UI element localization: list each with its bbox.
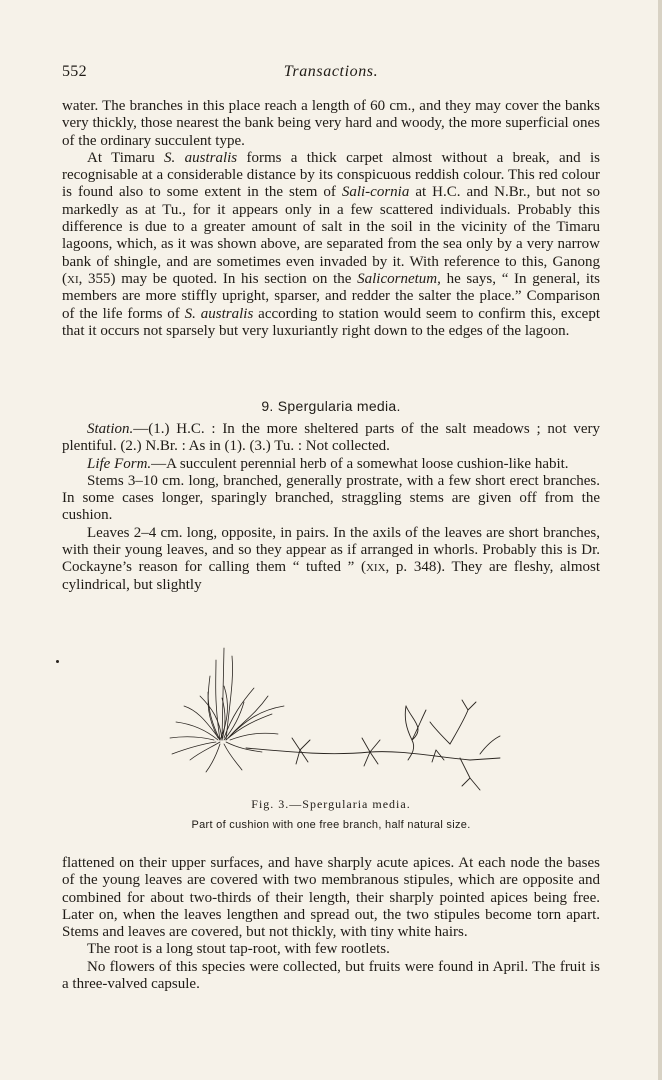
page-number: 552: [62, 63, 87, 80]
paragraph-water: water. The branches in this place reach a length of 60 cm., and they may cover the banks very thickly, those nearest the bank being very hard and woody, the more superficial ones of the ordinary succulent type.: [62, 98, 600, 149]
figure-subcaption: Part of cushion with one free branch, half natural size.: [191, 819, 471, 831]
stray-mark: [56, 660, 59, 663]
paragraph-timaru: At Timaru S. australis forms a thick carpet almost without a break, and is recognisable at a considerable distance by its conspicuous reddish colour. This red colour is found also to some extent in the stem of Sali-cornia at H.C. and N.Br., but not so markedly as at Tu., for it appears only in a few scattered individuals. Probably this difference is due to a greater amount of salt in the soil in the vicinity of the Timaru lagoons, which, as it was shown above, are separated from the sea only by a very narrow bank of shingle, and are sometimes even invaded by it. With reference to this, Ganong (xi, 355) may be quoted. In his section on the Salicornetum, he says, “ In general, its members are more stiffly upright, sparser, and redder the salter the place.” Comparison of the life forms of S. australis according to station would seem to confirm this, except that it occurs not sparsely but very luxuriantly right down to the edges of the lagoon.: [62, 149, 601, 339]
figure-caption: Fig. 3.—Spergularia media.: [251, 797, 411, 811]
text-block-middle: [62, 421, 600, 594]
paragraph-root: The root is a long stout tap-root, with few rootlets.: [87, 941, 390, 958]
running-title: Transactions.: [283, 63, 379, 80]
paragraph-leaves: Leaves 2–4 cm. long, opposite, in pairs. In the axils of the leaves are short branches, with their young leaves, and so they appear as if arranged in whorls. Probably this is Dr. Cockayne’s reason for calling them “ tufted ” (xix, p. 348). They are fleshy, almost cylindrical, but slightly: [62, 524, 600, 593]
section-heading: 9. Spergularia media.: [261, 398, 401, 414]
paragraph-life-form: Life Form.—A succulent perennial herb of a somewhat loose cushion-like habit.: [87, 455, 569, 472]
paragraph-stems: Stems 3–10 cm. long, branched, generally prostrate, with a few short erect branches. In some cases longer, sparingly branched, straggling stems are given off from the cushion.: [62, 472, 600, 524]
paragraph-station: Station.—(1.) H.C. : In the more sheltered parts of the salt meadows ; not very plentiful. (2.) N.Br. : As in (1). (3.) Tu. : Not collected.: [62, 421, 600, 455]
paragraph-flowers: No flowers of this species were collected, but fruits were found in April. The fruit is a three-valved capsule.: [62, 958, 600, 993]
text-block-bottom: [62, 855, 600, 993]
plant-illustration: [150, 640, 510, 800]
spergularia-drawing: [150, 640, 510, 800]
page-edge: [658, 0, 662, 1080]
paragraph-leaves-continued: flattened on their upper surfaces, and have sharply acute apices. At each node the bases of the young leaves are covered with two membranous stipules, which are opposite and combined for about two-thirds of their length, their sharply pointed apices being free. Later on, when the leaves lengthen and spread out, the two stipules become torn apart. Stems and leaves are covered, but not thickly, with tiny white hairs.: [62, 855, 600, 941]
page-header: [62, 63, 600, 83]
text-block-top: [62, 98, 600, 340]
